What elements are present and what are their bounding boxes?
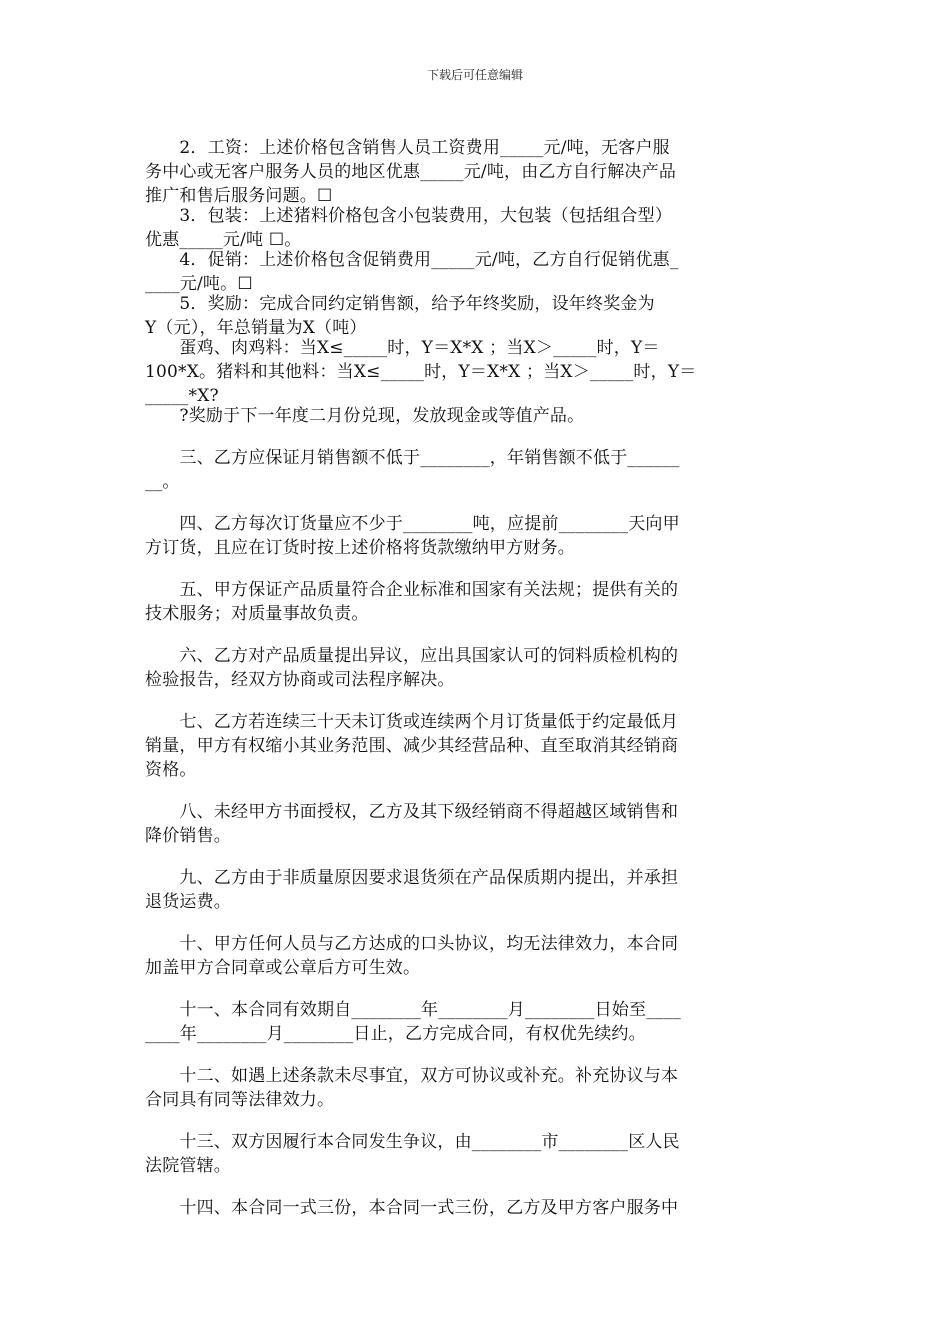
text-line: 2．工资：上述价格包含销售人员工资费用_____元/吨，无客户服 bbox=[145, 138, 670, 158]
text-line: 法院管辖。 bbox=[145, 1156, 231, 1176]
text-line: 加盖甲方合同章或公章后方可生效。 bbox=[145, 958, 421, 978]
text-line: 七、乙方若连续三十天未订货或连续两个月订货量低于约定最低月 bbox=[145, 712, 679, 732]
text-line: 降价销售。 bbox=[145, 826, 231, 846]
text-line: 4．促销：上述价格包含促销费用_____元/吨，乙方自行促销优惠_ bbox=[145, 250, 679, 270]
text-line: ____年________月________日止，乙方完成合同，有权优先续约。 bbox=[145, 1024, 646, 1044]
text-line: 十三、双方因履行本合同发生争议，由________市________区人民 bbox=[145, 1132, 680, 1152]
text-line: 方订货，且应在订货时按上述价格将货款缴纳甲方财务。 bbox=[145, 538, 575, 558]
text-line: 5．奖励：完成合同约定销售额，给予年终奖励，设年终奖金为 bbox=[145, 294, 655, 314]
text-line: 技术服务；对质量事故负责。 bbox=[145, 604, 369, 624]
text-line: 十、甲方任何人员与乙方达成的口头协议，均无法律效力，本合同 bbox=[145, 934, 679, 954]
text-line: ____元/吨。☐ bbox=[145, 274, 253, 294]
text-line: Y（元），年总销量为X（吨） bbox=[145, 318, 367, 338]
text-line: 检验报告，经双方协商或司法程序解决。 bbox=[145, 670, 455, 690]
text-line: _____*X? bbox=[145, 386, 219, 406]
text-line: 销量，甲方有权缩小其业务范围、减少其经营品种、直至取消其经销商 bbox=[145, 736, 679, 756]
text-line: 3．包装：上述猪料价格包含小包装费用，大包装（包括组合型） bbox=[145, 206, 673, 226]
text-line: 六、乙方对产品质量提出异议，应出具国家认可的饲料质检机构的 bbox=[145, 646, 679, 666]
text-line: 推广和售后服务问题。☐ bbox=[145, 186, 333, 206]
text-line: 优惠_____元/吨 ☐。 bbox=[145, 230, 302, 250]
text-line: 蛋鸡、肉鸡料：当X≤_____时，Y＝X*X ；当X＞_____时，Y＝ bbox=[145, 338, 660, 358]
text-line: 九、乙方由于非质量原因要求退货须在产品保质期内提出，并承担 bbox=[145, 868, 679, 888]
text-line: 八、未经甲方书面授权，乙方及其下级经销商不得超越区域销售和 bbox=[145, 802, 679, 822]
text-line: 务中心或无客户服务人员的地区优惠_____元/吨，由乙方自行解决产品 bbox=[145, 162, 677, 182]
text-line: 四、乙方每次订货量应不少于________吨，应提前________天向甲 bbox=[145, 514, 680, 534]
text-line: 资格。 bbox=[145, 760, 197, 780]
text-line: ?奖励于下一年度二月份兑现，发放现金或等值产品。 bbox=[145, 406, 585, 426]
text-line: 十一、本合同有效期自________年________月________日始至____ bbox=[145, 1000, 681, 1020]
text-line: 十四、本合同一式三份，本合同一式三份，乙方及甲方客户服务中 bbox=[145, 1198, 679, 1218]
text-line: 五、甲方保证产品质量符合企业标准和国家有关法规；提供有关的 bbox=[145, 580, 679, 600]
text-line: __。 bbox=[145, 472, 180, 492]
text-line: 十二、如遇上述条款未尽事宜，双方可协议或补充。补充协议与本 bbox=[145, 1066, 679, 1086]
page-header: 下载后可任意编辑 bbox=[426, 68, 523, 82]
text-line: 退货运费。 bbox=[145, 892, 231, 912]
text-line: 三、乙方应保证月销售额不低于________，年销售额不低于______ bbox=[145, 448, 680, 468]
text-line: 合同具有同等法律效力。 bbox=[145, 1090, 335, 1110]
text-line: 100*X。猪料和其他料：当X≤_____时，Y＝X*X ；当X＞_____时，Y＝ bbox=[145, 362, 697, 382]
